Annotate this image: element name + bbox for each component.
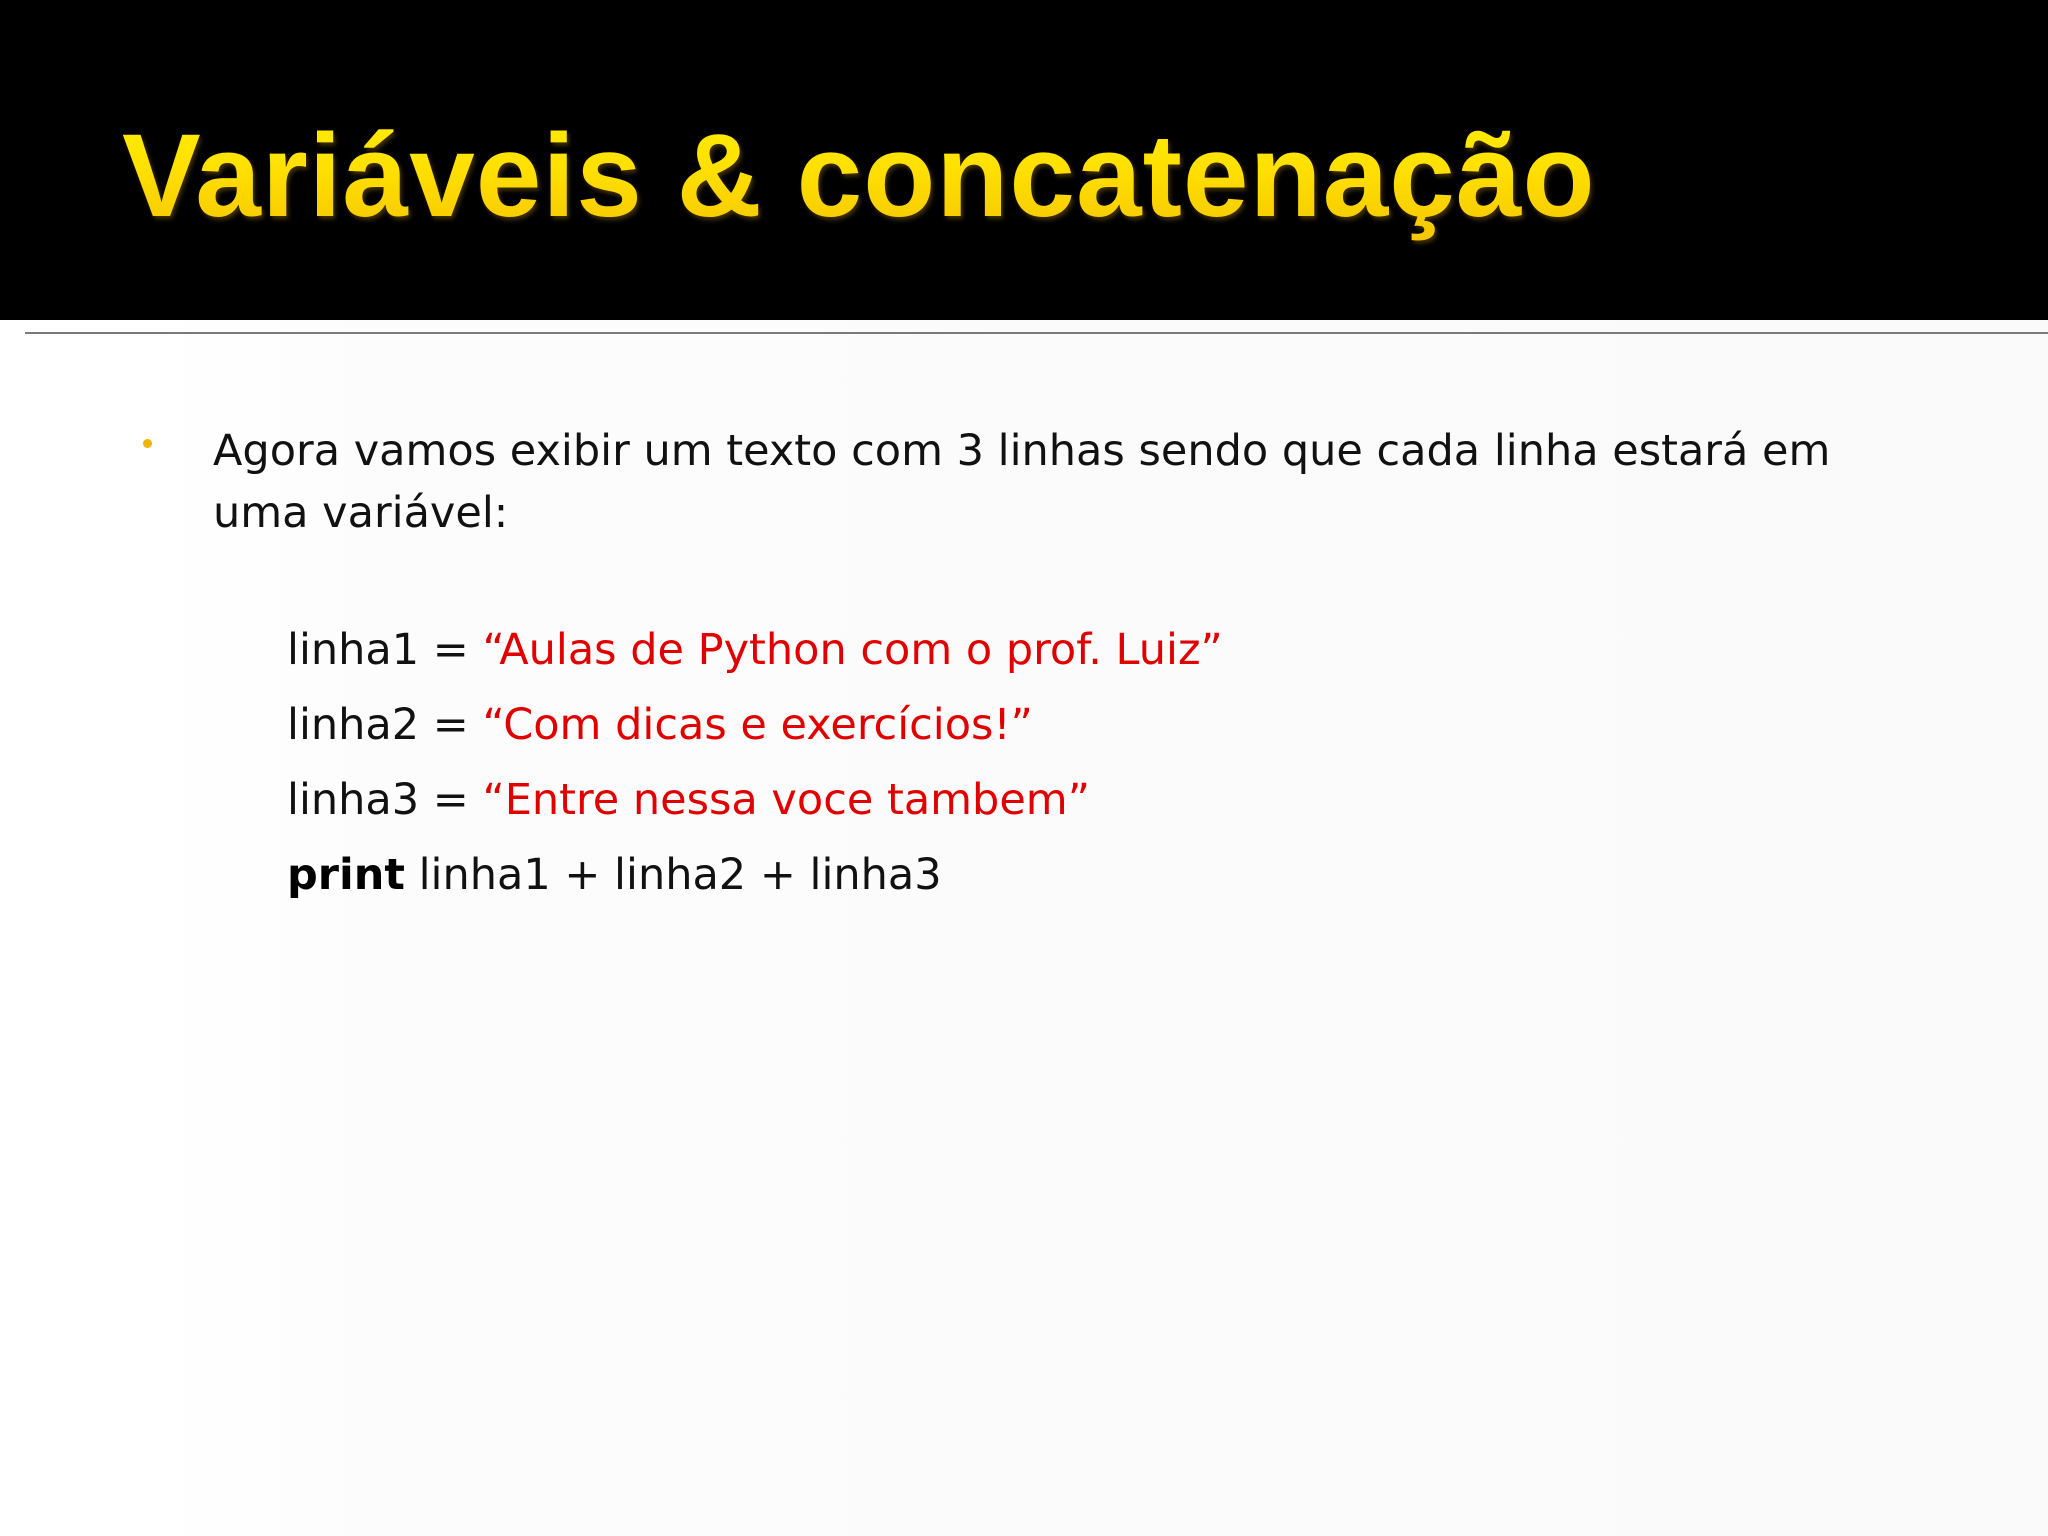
string-literal: “Entre nessa voce tambem”: [482, 775, 1090, 825]
slide-title: Variáveis & concatenação: [122, 96, 1596, 256]
string-literal: “Aulas de Python com o prof. Luiz”: [482, 625, 1223, 675]
print-expression: linha1 + linha2 + linha3: [404, 850, 942, 900]
code-line-1: [287, 619, 1223, 694]
code-line-3: [287, 769, 1223, 844]
bullet-marker: [143, 439, 152, 448]
assign-operator: =: [419, 700, 483, 750]
code-block: [287, 619, 1223, 919]
variable-name: linha1: [287, 625, 420, 675]
title-bar: [0, 0, 2048, 320]
bullet-text: Agora vamos exibir um texto com 3 linhas sendo que cada linha estará em uma variável:: [213, 426, 1831, 538]
string-literal: “Com dicas e exercícios!”: [482, 700, 1033, 750]
assign-operator: =: [419, 625, 483, 675]
title-divider: [25, 332, 2048, 334]
variable-name: linha2: [287, 700, 420, 750]
code-line-2: [287, 694, 1223, 769]
code-line-4: [287, 844, 1223, 919]
assign-operator: =: [419, 775, 483, 825]
variable-name: linha3: [287, 775, 420, 825]
print-keyword: print: [287, 850, 405, 900]
